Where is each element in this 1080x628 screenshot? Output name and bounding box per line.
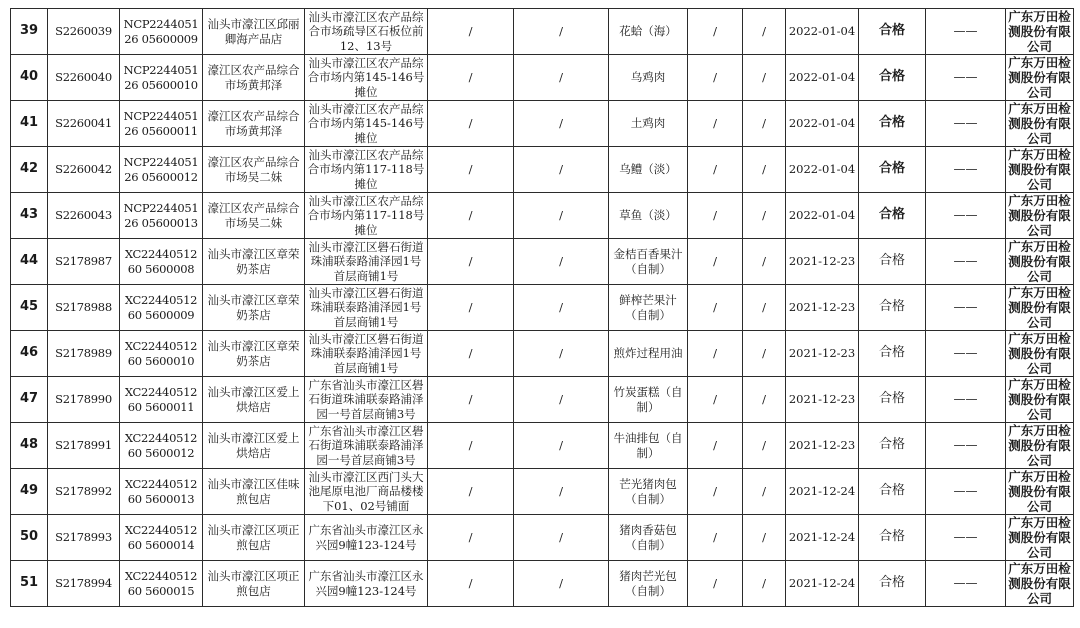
blank-cell-1: /: [428, 101, 514, 147]
sequence-number-cell: 45: [11, 285, 48, 331]
sampling-date-cell: 2022-01-04: [786, 9, 859, 55]
nonconformity-cell: ——: [926, 377, 1006, 423]
blank-cell-4: /: [743, 193, 786, 239]
product-name-cell: 煎炸过程用油: [609, 331, 688, 377]
blank-cell-4: /: [743, 147, 786, 193]
sampling-date-cell: 2021-12-23: [786, 423, 859, 469]
report-number-cell: NCP224405126 05600012: [120, 147, 203, 193]
business-name-cell: 汕头市濠江区项正煎包店: [203, 561, 305, 607]
sequence-number-cell: 44: [11, 239, 48, 285]
sample-id-cell: S2178990: [48, 377, 120, 423]
blank-cell-4: /: [743, 377, 786, 423]
blank-cell-4: /: [743, 55, 786, 101]
sample-id-cell: S2260039: [48, 9, 120, 55]
blank-cell-4: /: [743, 423, 786, 469]
sample-id-cell: S2178989: [48, 331, 120, 377]
business-name-cell: 汕头市濠江区爱上烘焙店: [203, 377, 305, 423]
blank-cell-1: /: [428, 515, 514, 561]
blank-cell-1: /: [428, 55, 514, 101]
blank-cell-1: /: [428, 9, 514, 55]
report-number-cell: XC2244051260 5600015: [120, 561, 203, 607]
result-cell: 合格: [859, 285, 926, 331]
business-address-cell: 汕头市濠江区礐石街道珠浦联泰路浦泽园1号首层商铺1号: [305, 239, 428, 285]
blank-cell-3: /: [688, 285, 743, 331]
testing-agency-cell: 广东万田检测股份有限公司: [1006, 193, 1074, 239]
blank-cell-2: /: [514, 561, 609, 607]
blank-cell-4: /: [743, 469, 786, 515]
business-name-cell: 濠江区农产品综合市场黄邦泽: [203, 55, 305, 101]
sample-id-cell: S2260042: [48, 147, 120, 193]
table-row: [11, 423, 1074, 469]
report-number-cell: NCP224405126 05600009: [120, 9, 203, 55]
result-cell: 合格: [859, 515, 926, 561]
testing-agency-cell: 广东万田检测股份有限公司: [1006, 377, 1074, 423]
sequence-number-cell: 40: [11, 55, 48, 101]
table-row: [11, 239, 1074, 285]
product-name-cell: 金桔百香果汁（自制）: [609, 239, 688, 285]
blank-cell-1: /: [428, 239, 514, 285]
blank-cell-2: /: [514, 239, 609, 285]
result-cell: 合格: [859, 423, 926, 469]
nonconformity-cell: ——: [926, 239, 1006, 285]
blank-cell-3: /: [688, 55, 743, 101]
business-name-cell: 濠江区农产品综合市场吴二妹: [203, 193, 305, 239]
product-name-cell: 竹炭蛋糕（自制）: [609, 377, 688, 423]
sequence-number-cell: 43: [11, 193, 48, 239]
sampling-date-cell: 2022-01-04: [786, 55, 859, 101]
report-number-cell: XC2244051260 5600011: [120, 377, 203, 423]
sample-id-cell: S2260040: [48, 55, 120, 101]
product-name-cell: 草鱼（淡）: [609, 193, 688, 239]
report-number-cell: NCP224405126 05600011: [120, 101, 203, 147]
blank-cell-1: /: [428, 561, 514, 607]
nonconformity-cell: ——: [926, 193, 1006, 239]
business-name-cell: 汕头市濠江区章荣奶茶店: [203, 239, 305, 285]
blank-cell-3: /: [688, 9, 743, 55]
product-name-cell: 乌鳢（淡）: [609, 147, 688, 193]
business-name-cell: 汕头市濠江区邱丽卿海产品店: [203, 9, 305, 55]
testing-agency-cell: 广东万田检测股份有限公司: [1006, 239, 1074, 285]
table-row: [11, 101, 1074, 147]
blank-cell-3: /: [688, 515, 743, 561]
sequence-number-cell: 46: [11, 331, 48, 377]
report-number-cell: XC2244051260 5600013: [120, 469, 203, 515]
nonconformity-cell: ——: [926, 101, 1006, 147]
sequence-number-cell: 48: [11, 423, 48, 469]
sample-id-cell: S2178988: [48, 285, 120, 331]
nonconformity-cell: ——: [926, 561, 1006, 607]
blank-cell-4: /: [743, 515, 786, 561]
sampling-date-cell: 2021-12-23: [786, 377, 859, 423]
product-name-cell: 土鸡肉: [609, 101, 688, 147]
blank-cell-3: /: [688, 377, 743, 423]
testing-agency-cell: 广东万田检测股份有限公司: [1006, 515, 1074, 561]
product-name-cell: 芒光猪肉包（自制）: [609, 469, 688, 515]
table-row: [11, 193, 1074, 239]
blank-cell-2: /: [514, 285, 609, 331]
product-name-cell: 牛油排包（自制）: [609, 423, 688, 469]
business-address-cell: 广东省汕头市濠江区礐石街道珠浦联泰路浦泽园一号首层商铺3号: [305, 423, 428, 469]
result-cell: 合格: [859, 331, 926, 377]
blank-cell-3: /: [688, 423, 743, 469]
blank-cell-3: /: [688, 193, 743, 239]
nonconformity-cell: ——: [926, 331, 1006, 377]
sequence-number-cell: 50: [11, 515, 48, 561]
table-row: [11, 285, 1074, 331]
report-number-cell: XC2244051260 5600010: [120, 331, 203, 377]
sample-id-cell: S2260041: [48, 101, 120, 147]
blank-cell-2: /: [514, 423, 609, 469]
business-address-cell: 汕头市濠江区农产品综合市场内第145-146号摊位: [305, 101, 428, 147]
product-name-cell: 花蛤（海）: [609, 9, 688, 55]
nonconformity-cell: ——: [926, 147, 1006, 193]
product-name-cell: 猪肉芒光包（自制）: [609, 561, 688, 607]
nonconformity-cell: ——: [926, 285, 1006, 331]
business-address-cell: 汕头市濠江区西门头大池尾原电池厂商品楼楼下01、02号铺面: [305, 469, 428, 515]
result-cell: 合格: [859, 101, 926, 147]
testing-agency-cell: 广东万田检测股份有限公司: [1006, 561, 1074, 607]
blank-cell-4: /: [743, 101, 786, 147]
nonconformity-cell: ——: [926, 423, 1006, 469]
business-address-cell: 汕头市濠江区农产品综合市场内第145-146号摊位: [305, 55, 428, 101]
sequence-number-cell: 49: [11, 469, 48, 515]
blank-cell-3: /: [688, 147, 743, 193]
sample-id-cell: S2260043: [48, 193, 120, 239]
sampling-date-cell: 2021-12-24: [786, 469, 859, 515]
sequence-number-cell: 51: [11, 561, 48, 607]
product-name-cell: 猪肉香菇包（自制）: [609, 515, 688, 561]
table-body: [11, 9, 1074, 607]
business-address-cell: 汕头市濠江区礐石街道珠浦联泰路浦泽园1号首层商铺1号: [305, 285, 428, 331]
blank-cell-2: /: [514, 9, 609, 55]
result-cell: 合格: [859, 239, 926, 285]
product-name-cell: 鲜榨芒果汁（自制）: [609, 285, 688, 331]
blank-cell-3: /: [688, 331, 743, 377]
testing-agency-cell: 广东万田检测股份有限公司: [1006, 331, 1074, 377]
sampling-date-cell: 2022-01-04: [786, 147, 859, 193]
blank-cell-1: /: [428, 147, 514, 193]
business-address-cell: 汕头市濠江区农产品综合市场疏导区石板位前12、13号: [305, 9, 428, 55]
blank-cell-2: /: [514, 331, 609, 377]
product-name-cell: 乌鸡肉: [609, 55, 688, 101]
business-name-cell: 汕头市濠江区佳味煎包店: [203, 469, 305, 515]
testing-agency-cell: 广东万田检测股份有限公司: [1006, 147, 1074, 193]
table-row: [11, 331, 1074, 377]
inspection-results-table: [10, 8, 1074, 607]
blank-cell-2: /: [514, 193, 609, 239]
blank-cell-1: /: [428, 423, 514, 469]
testing-agency-cell: 广东万田检测股份有限公司: [1006, 55, 1074, 101]
blank-cell-2: /: [514, 377, 609, 423]
blank-cell-2: /: [514, 147, 609, 193]
sample-id-cell: S2178991: [48, 423, 120, 469]
blank-cell-3: /: [688, 469, 743, 515]
nonconformity-cell: ——: [926, 515, 1006, 561]
business-name-cell: 汕头市濠江区章荣奶茶店: [203, 285, 305, 331]
blank-cell-1: /: [428, 469, 514, 515]
sequence-number-cell: 42: [11, 147, 48, 193]
nonconformity-cell: ——: [926, 469, 1006, 515]
business-address-cell: 汕头市濠江区礐石街道珠浦联泰路浦泽园1号首层商铺1号: [305, 331, 428, 377]
table-row: [11, 561, 1074, 607]
table-row: [11, 377, 1074, 423]
sampling-date-cell: 2022-01-04: [786, 193, 859, 239]
testing-agency-cell: 广东万田检测股份有限公司: [1006, 285, 1074, 331]
result-cell: 合格: [859, 561, 926, 607]
table-row: [11, 55, 1074, 101]
result-cell: 合格: [859, 9, 926, 55]
report-number-cell: XC2244051260 5600014: [120, 515, 203, 561]
testing-agency-cell: 广东万田检测股份有限公司: [1006, 101, 1074, 147]
business-name-cell: 濠江区农产品综合市场吴二妹: [203, 147, 305, 193]
business-name-cell: 汕头市濠江区爱上烘焙店: [203, 423, 305, 469]
blank-cell-4: /: [743, 285, 786, 331]
sample-id-cell: S2178987: [48, 239, 120, 285]
business-address-cell: 广东省汕头市濠江区永兴园9幢123-124号: [305, 561, 428, 607]
sampling-date-cell: 2021-12-23: [786, 331, 859, 377]
blank-cell-3: /: [688, 239, 743, 285]
blank-cell-2: /: [514, 469, 609, 515]
blank-cell-2: /: [514, 55, 609, 101]
table-row: [11, 9, 1074, 55]
sampling-date-cell: 2022-01-04: [786, 101, 859, 147]
report-number-cell: XC2244051260 5600008: [120, 239, 203, 285]
testing-agency-cell: 广东万田检测股份有限公司: [1006, 423, 1074, 469]
sample-id-cell: S2178994: [48, 561, 120, 607]
business-address-cell: 广东省汕头市濠江区礐石街道珠浦联泰路浦泽园一号首层商铺3号: [305, 377, 428, 423]
report-number-cell: XC2244051260 5600012: [120, 423, 203, 469]
sampling-date-cell: 2021-12-24: [786, 561, 859, 607]
sampling-date-cell: 2021-12-24: [786, 515, 859, 561]
blank-cell-4: /: [743, 9, 786, 55]
blank-cell-2: /: [514, 515, 609, 561]
sampling-date-cell: 2021-12-23: [786, 239, 859, 285]
testing-agency-cell: 广东万田检测股份有限公司: [1006, 9, 1074, 55]
business-name-cell: 汕头市濠江区项正煎包店: [203, 515, 305, 561]
blank-cell-4: /: [743, 561, 786, 607]
blank-cell-3: /: [688, 101, 743, 147]
blank-cell-1: /: [428, 193, 514, 239]
result-cell: 合格: [859, 193, 926, 239]
nonconformity-cell: ——: [926, 55, 1006, 101]
business-address-cell: 汕头市濠江区农产品综合市场内第117-118号摊位: [305, 193, 428, 239]
sample-id-cell: S2178992: [48, 469, 120, 515]
sequence-number-cell: 41: [11, 101, 48, 147]
business-name-cell: 汕头市濠江区章荣奶茶店: [203, 331, 305, 377]
sequence-number-cell: 47: [11, 377, 48, 423]
report-number-cell: XC2244051260 5600009: [120, 285, 203, 331]
blank-cell-1: /: [428, 285, 514, 331]
table-row: [11, 515, 1074, 561]
sampling-date-cell: 2021-12-23: [786, 285, 859, 331]
testing-agency-cell: 广东万田检测股份有限公司: [1006, 469, 1074, 515]
blank-cell-1: /: [428, 377, 514, 423]
report-number-cell: NCP224405126 05600013: [120, 193, 203, 239]
table-row: [11, 147, 1074, 193]
nonconformity-cell: ——: [926, 9, 1006, 55]
business-address-cell: 广东省汕头市濠江区永兴园9幢123-124号: [305, 515, 428, 561]
blank-cell-1: /: [428, 331, 514, 377]
report-number-cell: NCP224405126 05600010: [120, 55, 203, 101]
sample-id-cell: S2178993: [48, 515, 120, 561]
table-row: [11, 469, 1074, 515]
blank-cell-4: /: [743, 331, 786, 377]
result-cell: 合格: [859, 377, 926, 423]
blank-cell-3: /: [688, 561, 743, 607]
result-cell: 合格: [859, 55, 926, 101]
blank-cell-2: /: [514, 101, 609, 147]
business-name-cell: 濠江区农产品综合市场黄邦泽: [203, 101, 305, 147]
business-address-cell: 汕头市濠江区农产品综合市场内第117-118号摊位: [305, 147, 428, 193]
blank-cell-4: /: [743, 239, 786, 285]
sequence-number-cell: 39: [11, 9, 48, 55]
result-cell: 合格: [859, 469, 926, 515]
result-cell: 合格: [859, 147, 926, 193]
